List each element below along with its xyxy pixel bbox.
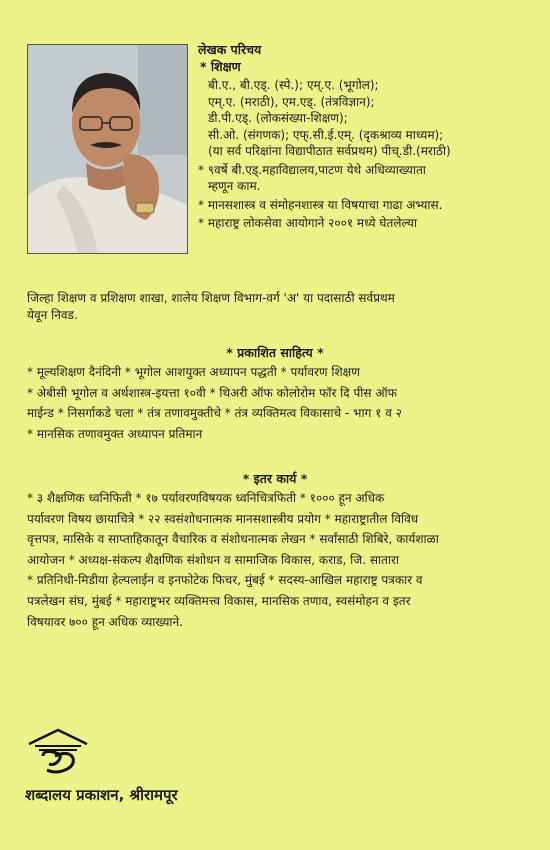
education-line: (या सर्व परिक्षांना विद्यापीठात सर्वप्रथम) पीच्.डी.(मराठी) [208, 144, 451, 158]
published-list [27, 364, 532, 442]
education-line: बी.ए., बी.एड्. (स्पे.); एम्.ए. (भूगोल); [208, 78, 379, 92]
author-heading: लेखक परिचय [198, 42, 262, 57]
work-line: * ९वर्षे बी.एड्.महाविद्यालय,पाटण येथे अधिव्याख्याता [198, 162, 426, 177]
published-title: * प्रकाशित साहित्य * [226, 345, 324, 360]
education-line: एम्.ए. (मराठी), एम.एड्. (तंत्रविज्ञान); [208, 94, 375, 109]
published-line: * मानसिक तणावमुक्त अध्यापन प्रतिमान [27, 426, 203, 441]
other-work-line: आयोजन * अध्यक्ष-संकल्प शैक्षणिक संशोधन व सामाजिक विकास, कराड, जि. सातारा [27, 552, 400, 567]
education-line: डी.पी.एड्. (लोकसंख्या-शिक्षण); [208, 111, 348, 125]
author-info [198, 42, 538, 232]
author-photo [27, 44, 188, 254]
mpsc-line: * महाराष्ट्र लोकसेवा आयोगाने २००१ मध्ये घेतलेल्या [198, 216, 418, 230]
other-work-line: * ३ शैक्षणिक ध्वनिफिती * १७ पर्यावरणविषयक ध्वनिचित्रफिती * १००० हून अधिक [27, 491, 385, 505]
other-work-list [27, 490, 532, 630]
mpsc-continuation [27, 290, 532, 323]
published-line: माईन्ड * निसर्गाकडे चला * तंत्र तणावमुक्तीचे * तंत्र व्यक्तिमत्व विकासाचे - भाग १ व २ [27, 406, 402, 421]
other-work-line: * प्रतिनिधी-मिडीया हेल्पलाईन व इनफोटेक फिचर, मुंबई * सदस्य-आखिल महाराष्ट्र पत्रकार व [27, 573, 423, 588]
other-work-line: वृत्तपत्र, मासिके व साप्ताहिकातून वैचारिक व संशोधनात्मक लेखन * सर्वांसाठी शिबिरे, कार्यशाळा [27, 532, 439, 547]
publisher-name: शब्दालय प्रकाशन, श्रीरामपूर [25, 786, 178, 804]
other-work-line: पत्रलेखन संघ, मुंबई * महाराष्ट्रभर व्यक्तिमत्त्व विकास, मानसिक तणाव, स्वसंमोहन व इतर [27, 593, 411, 608]
other-work-line: पर्यावरण विषय छायाचित्रे * २२ स्वसंशोधनात्मक मानसशास्त्रीय प्रयोग * महाराष्ट्रातील विविध [27, 511, 419, 526]
education-line: सी.ओ. (संगणक); एफ्.सी.ई.एम्. (दृकश्राव्य माध्यम); [208, 127, 444, 142]
mpsc-line: येवून निवड. [27, 307, 78, 322]
other-work-line: विषयावर ७०० हून अधिक व्याख्याने. [27, 614, 183, 629]
published-line: * मूल्यशिक्षण दैनंदिनी * भूगोल आशयुक्त अध्यापन पद्धती * पर्यावरण शिक्षण [27, 365, 360, 379]
education-heading: * शिक्षण [200, 59, 241, 74]
publisher-logo [25, 726, 325, 780]
work-line: म्हणून काम. [208, 179, 261, 193]
mpsc-line: जिल्हा शिक्षण व प्रशिक्षण शाखा, शालेय शिक्षण विभाग-वर्ग 'अ' या पदासाठी सर्वप्रथम [27, 291, 395, 305]
other-work-title: * इतर कार्य * [242, 471, 308, 486]
study-line: * मानसशास्त्र व संमोहनशास्त्र या विषयाचा गाढा अभ्यास. [198, 197, 443, 212]
published-line: * अेबीसी भूगोल व अर्थशास्त्र-इयत्ता १०वी * थिअरी ऑफ कोलोरोम फॉर दि पीस ऑफ [27, 385, 397, 400]
